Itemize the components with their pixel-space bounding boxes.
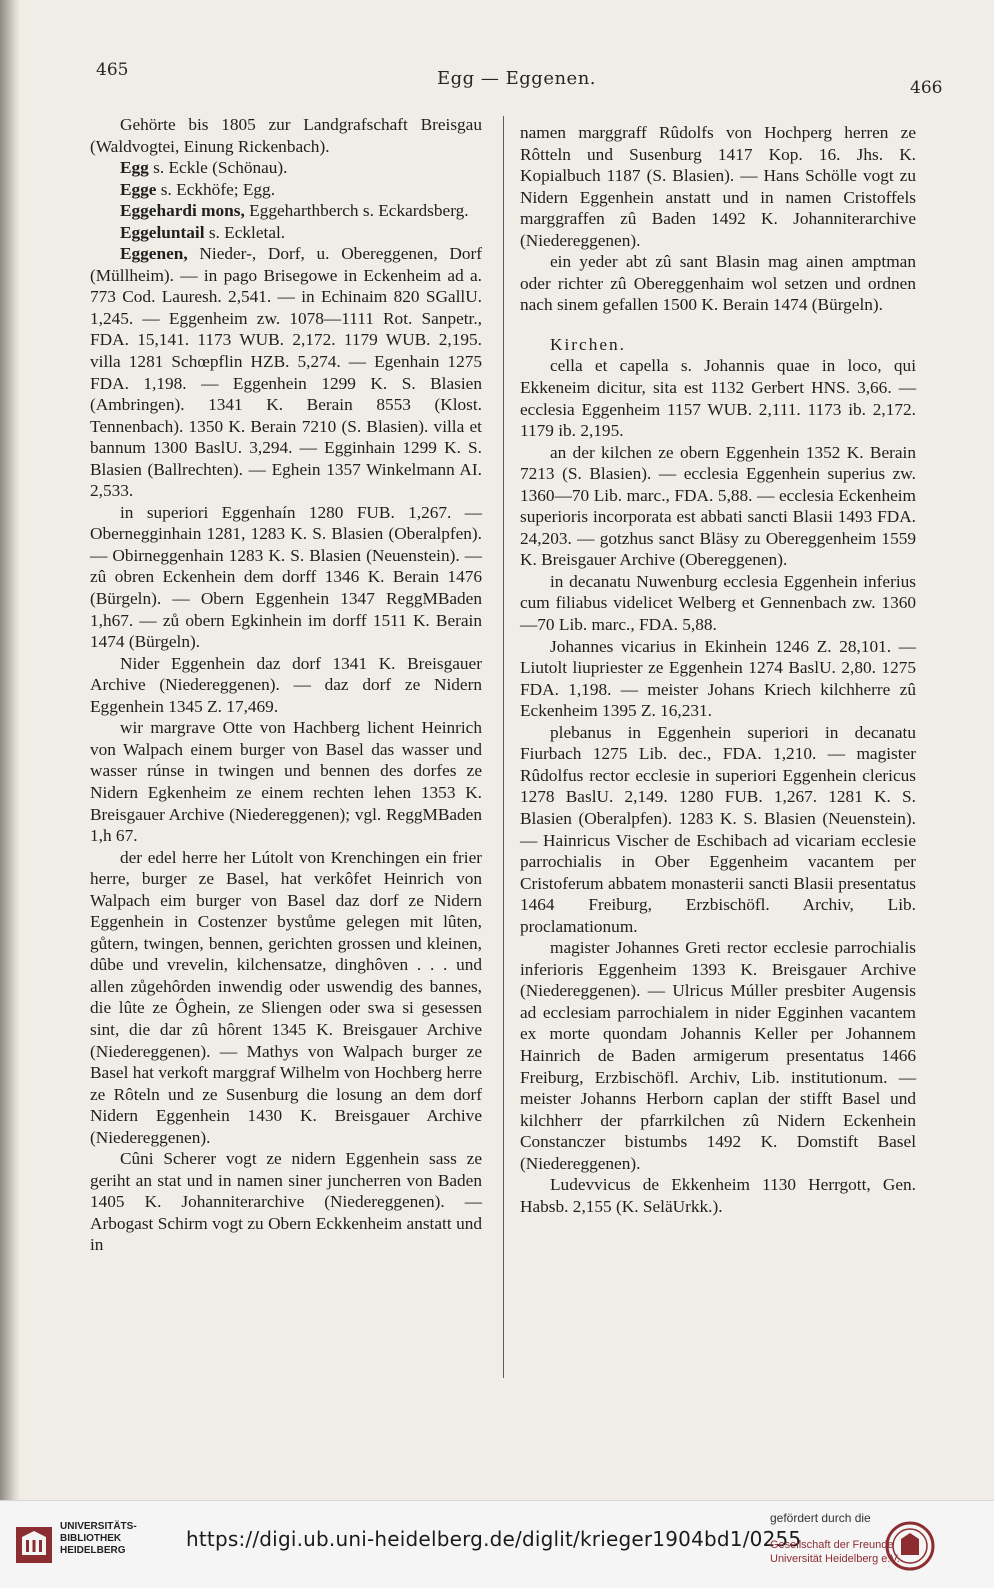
library-name: UNIVERSITÄTS- BIBLIOTHEK HEIDELBERG (60, 1521, 137, 1556)
column-divider (503, 116, 504, 1378)
right-text-column (520, 122, 916, 1217)
paragraph: in decanatu Nuwenburg ecclesia Eggenhein inferius cum filiabus videlicet Welberg et Gennenbach zw. 1360—70 Lib. marc., FDA. 5,88. (520, 571, 916, 635)
viewer-footer (0, 1500, 994, 1588)
paragraph: plebanus in Eggenhein superiori in decanatu Fiurbach 1275 Lib. dec., FDA. 1,210. — magister Rûdolfus rector ecclesie in superiori Eggenhein clericus 1278 BaslU. 2,149. 1280 FUB. 1,267. 1281 K. S. Blasien (Oberalpfen). 1283 K. S. Blasien (Neuenstein). — Hainricus Vischer de Eschibach ad vicariam ecclesie parrochialis in Ober Eggenheim vacantem per Cristoferum abbatem monasterii sancti Blasii presentatus 1464 Freiburg, Erzbischöfl. Archiv, Lib. proclamationum. (520, 722, 916, 936)
paragraph: magister Johannes Greti rector ecclesie parrochialis inferioris Eggenheim 1393 K. Breisgauer Archive (Niedereggenen). — Ulricus Múller presbiter Augensis ad ecclesiam parrochialem in nider Egginhen vacantem ex morte quondam Johannis Keller per Johannem Hainrich de Baden armigerum presentatus 1466 Freiburg, Erzbischöfl. Archiv, Lib. institutionum. — meister Johanns Herborn caplan der stifft Basel und kilchherr der pfarrkilchen zû Nidern Eckenhein Constanczer bistumbs 1492 K. Domstift Basel (Niedereggenen). (520, 938, 916, 1173)
paragraph: Cûni Scherer vogt ze nidern Eggenhein sass ze geriht an stat und in namen siner juncherren von Baden 1405 K. Johanniterarchive (Niedereggenen). — Arbogast Schirm vogt zu Obern Eckkenheim anstatt und in (90, 1149, 482, 1255)
paragraph: Nider Eggenhein daz dorf 1341 K. Breisgauer Archive (Niedereggenen). — daz dorf ze Nidern Eggenhein 1345 Z. 17,469. (90, 653, 482, 716)
supported-by-label: gefördert durch die (770, 1511, 871, 1525)
entry-text: s. Eckhöfe; Egg. (156, 179, 276, 199)
left-text-column (90, 114, 482, 1256)
university-library-logo-icon (14, 1525, 54, 1565)
paragraph: Ludevvicus de Ekkenheim 1130 Herrgott, Gen. Habsb. 2,155 (K. SeläUrkk.). (520, 1175, 916, 1216)
section-heading: Kirchen. (550, 334, 626, 354)
entry-egg (90, 157, 482, 179)
paragraph: in superiori Eggenhaín 1280 FUB. 1,267. — Obernegginhain 1281, 1283 K. S. Blasien (Oberalpfen). — Obirneggenhain 1283 K. S. Blasien (Neuenstein). — zû obren Eckenhein dem dorff 1346 K. Berain 1476 (Bürgeln). — Obern Eggenhein 1347 ReggMBaden 1,h67. — zů obern Egkinhein im dorff 1511 K. Berain 1474 (Bürgeln). (90, 502, 482, 652)
permalink-url[interactable]: https://digi.ub.uni-heidelberg.de/diglit/krieger1904bd1/0255 (186, 1527, 802, 1551)
continued-paragraph: namen marggraff Rûdolfs von Hochperg herren ze Rôtteln und Susenburg 1417 Kop. 16. Jhs. K. Kopialbuch 1187 (S. Blasien). — Hans Schölle vogt zu Nidern Eggenhein anstatt und in namen Cristoffels marggraffen zû Baden 1492 K. Johanniterarchive (Niedereggenen). (520, 123, 916, 250)
entry-text: s. Eckletal. (204, 222, 286, 242)
text-line: Gehörte bis 1805 zur Landgrafschaft Breisgau (Waldvogtei, Einung Rickenbach). (90, 115, 482, 156)
right-page-number: 466 (910, 78, 943, 98)
paragraph: cella et capella s. Johannis quae in loco, qui Ekkeneim dicitur, sita est 1132 Gerbert HNS. 3,66. — ecclesia Eggenheim 1157 WUB. 2,111. 1173 ib. 2,172. 1179 ib. 2,195. (520, 356, 916, 441)
entry-head: Eggehardi mons, (120, 201, 245, 221)
paragraph: Johannes vicarius in Ekinhein 1246 Z. 28,101. — Liutolt liupriester ze Eggenhein 1274 BaslU. 2,80. 1275 FDA. 1,198. — meister Johans Kriech kilchherre zû Eckenheim 1395 Z. 16,231. (520, 636, 916, 721)
entry-head: Egge (120, 179, 157, 199)
entry-eggehardi (90, 200, 482, 222)
entry-text: Nieder-, Dorf, u. Obereggenen, Dorf (Müllheim). — in pago Brisegowe in Eckenheim ad a. 773 Cod. Lauresh. 2,541. — in Echinaim 820 SGallU. 1,245. — Eggenheim zw. 1078—1111 Rot. Sanpetr., FDA. 15,141. 1173 WUB. 2,172. 1179 WUB. 2,195. villa 1281 Schœpflin HZB. 5,274. — Egenhain 1275 FDA. 1,198. — Eggenhein 1299 K. S. Blasien (Ambringen). 1341 K. Berain 8553 (Klost. Tennenbach). 1350 K. Berain 7210 (S. Blasien). villa et bannum 1300 BaslU. 3,294. — Egginhain 1299 K. S. Blasien (Ballrechten). — Eghein 1357 Winkelmann AI. 2,533. (90, 244, 482, 501)
paragraph: der edel herre her Lútolt von Krenchingen ein frier herre, burger ze Basel, hat verkôfet Heinrich von Walpach eim burger von Basel daz dorf ze Nidern Eggenhein in Costenzer bystůme gelegen mit lûten, gůtern, twingen, bennen, gerichten grossen und kleinen, dûbe und vrevelin, kilchensatze, dinghôven . . . und allen zůgehôrden inwendig oder uswendig des bannes, die lûte ze Ôghein, ze Sliengen oder swa si gesessen sint, die dar zû hôrent 1345 K. Breisgauer Archive (Niedereggenen). — Mathys von Walpach burger ze Basel hat verkoft marggraf Wilhelm von Hochberg herre ze Rôteln und ze Susenburg die losung an dem dorf Nidern Eggenhein 1430 K. Breisgauer Archive (Niedereggenen). (90, 847, 482, 1147)
entry-eggeluntail (90, 222, 482, 244)
paragraph: wir margrave Otte von Hachberg lichent Heinrich von Walpach einem burger von Basel das wasser und wasser rúnse in twingen und bennen des dorfes ze Nidern Egkenheim ze einem rechten lehen 1353 K. Breisgauer Archive (Niedereggenen); vgl. ReggMBaden 1,h 67. (90, 718, 482, 846)
paragraph: an der kilchen ze obern Eggenhein 1352 K. Berain 7213 (S. Blasien). — ecclesia Eggenhein superius zw. 1360—70 Lib. marc., FDA. 5,88. — ecclesia Eckenheim superioris incorporata est abbati sancti Blasii 1493 FDA. 24,203. — gotzhus sanct Bläsy zu Obereggenheim 1559 K. Breisgauer Archive (Obereggenen). (520, 442, 916, 570)
entry-eggenen (90, 243, 482, 502)
entry-egge (90, 179, 482, 201)
entry-text: s. Eckle (Schönau). (148, 158, 288, 178)
entry-text: Eggeharthberch s. Eckardsberg. (244, 201, 469, 221)
entry-head: Eggeluntail (120, 222, 205, 242)
paragraph: ein yeder abt zû sant Blasin mag ainen amptman oder richter zû Obereggenhaim wol setzen und ordnen nach sinem gefallen 1500 K. Berain 1474 (Bürgeln). (520, 252, 916, 315)
university-seal-icon (885, 1521, 935, 1571)
entry-head: Eggenen, (120, 244, 188, 264)
entry-head: Egg (120, 158, 149, 178)
left-page-number: 465 (96, 60, 129, 80)
book-spine-shadow (0, 0, 20, 1500)
society-name[interactable]: Gesellschaft der Freunde Universität Heidelberg e.V. (770, 1539, 900, 1565)
running-title: Egg — Eggenen. (437, 68, 597, 89)
